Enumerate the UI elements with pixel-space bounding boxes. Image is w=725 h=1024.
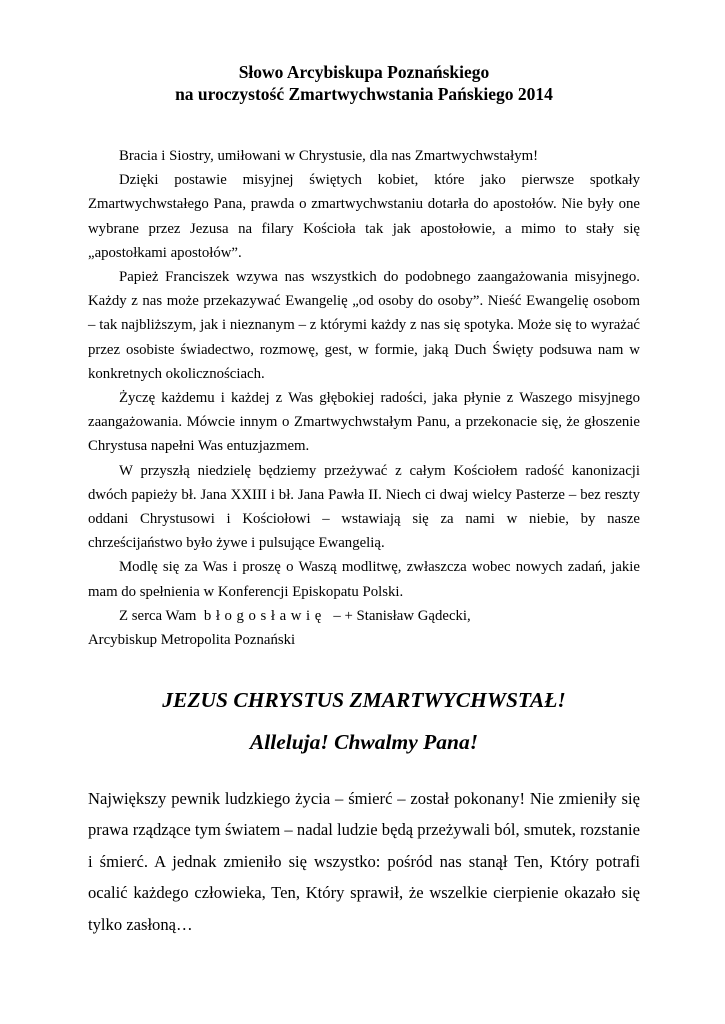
closing-paragraph: Największy pewnik ludzkiego życia – śmierć – został pokonany! Nie zmieniły się prawa rządzące tym światem – nadal ludzie będą przeżywali ból, smutek, rozstanie i śmierć. A jednak zmieniło się wszystko: pośród nas stanął Ten, Który potrafi ocalić każdego człowieka, Ten, Który sprawił, że wszelkie cierpienie okazało się tylko zasłoną… bbox=[88, 789, 640, 934]
paragraph-2: Papież Franciszek wzywa nas wszystkich do podobnego zaangażowania misyjnego. Każdy z nas może przekazywać Ewangelię „od osoby do osoby”. Nieść Ewangelię osobom – tak najbliższym, jak i nieznanym – z którymi każdy z nas się spotyka. Może się to wyrażać przez osobiste świadectwo, rozmowę, gest, w formie, jaką Duch Święty podsuwa nam w konkretnych okolicznościach. bbox=[88, 269, 640, 382]
paragraph-5: Modlę się za Was i proszę o Waszą modlitwę, zwłaszcza wobec nowych zadań, jakie mam do spełnienia w Konferencji Episkopatu Polski. bbox=[88, 559, 640, 600]
blessing-signature: – + Stanisław Gądecki, bbox=[333, 607, 471, 624]
paragraph-3: Życzę każdemu i każdej z Was głębokiej radości, jaka płynie z Waszego misyjnego zaangażowania. Mówcie innym o Zmartwychwstałym Panu, a przekonacie się, że głoszenie Chrystusa napełni Was entuzjazmem. bbox=[88, 390, 640, 455]
document-title-line-1: Słowo Arcybiskupa Poznańskiego bbox=[238, 62, 490, 82]
document-title-line-2: na uroczystość Zmartwychwstania Pańskiego 2014 bbox=[175, 84, 553, 104]
paragraph-1: Dzięki postawie misyjnej świętych kobiet, które jako pierwsze spotkały Zmartwychwstałego Pana, prawda o zmartwychwstaniu dotarła do apostołów. Nie były one wybrane przez Jezusa na filary Kościoła tak jak apostołowie, a mimo to stały się „apostołkami apostołów”. bbox=[88, 172, 640, 261]
blessing-line bbox=[88, 604, 640, 628]
signature-title: Arcybiskup Metropolita Poznański bbox=[88, 632, 296, 649]
letter-body bbox=[88, 144, 640, 652]
blessing-prefix: Z serca Wam bbox=[119, 607, 197, 624]
blessing-word: błogosławię bbox=[203, 607, 326, 624]
easter-subheading: Alleluja! Chwalmy Pana! bbox=[249, 730, 479, 754]
greeting-paragraph: Bracia i Siostry, umiłowani w Chrystusie, dla nas Zmartwychwstałym! bbox=[119, 148, 539, 164]
easter-heading: JEZUS CHRYSTUS ZMARTWYCHWSTAŁ! bbox=[162, 688, 566, 712]
paragraph-4: W przyszłą niedzielę będziemy przeżywać z całym Kościołem radość kanonizacji dwóch papieży bł. Jana XXIII i bł. Jana Pawła II. Niech ci dwaj wielcy Pasterze – bez reszty oddani Chrystusowi i Kościołowi – wstawiają się za nami w niebie, by nasze chrześcijaństwo było żywe i pulsujące Ewangelią. bbox=[88, 462, 640, 552]
